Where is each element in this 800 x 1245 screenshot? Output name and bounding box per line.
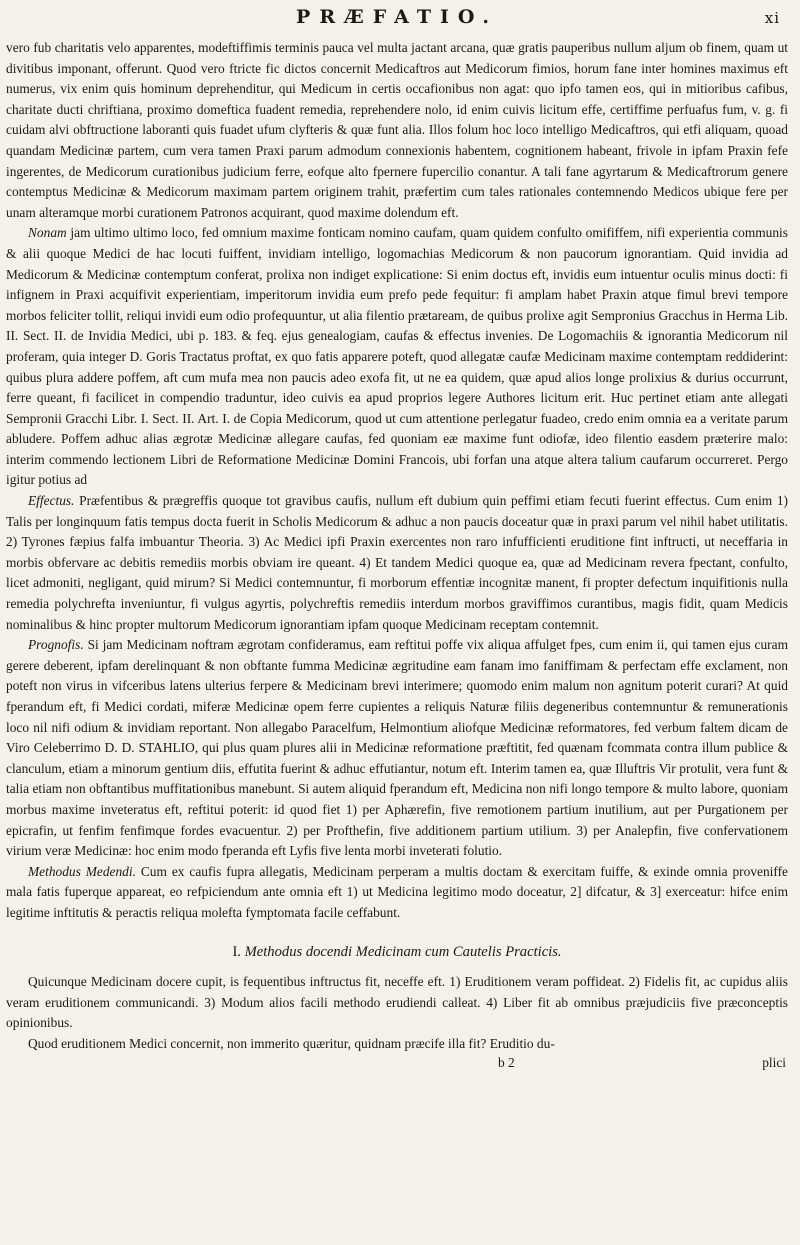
paragraph-lead: Prognofis. — [28, 637, 84, 653]
paragraph-text: Si jam Medicinam noftram ægrotam confideramus, eam reftitui poffe vix aliqua affulget fpes, cum enim ii, qui tamen ejus curam gerere deberent, ipfam derelinquant & non obftante fumma Medicinæ ægritudine eam fanam imo faniffimam & perfectam effe exclament, non poteft non virus in vifceribus latens ulterius ferpere & Medicinam brevi interimere; quomodo enim malum non agnitum poterit curari? At quid fperandum eft, fi Medici cordati, miferæ Medicinæ opem ferre cupientes a reliquis Naturæ filiis degeneribus contemnuntur & remunerationis loco nil nifi odium & invidiam reportant. Non allegabo Paracelfum, Helmontium aliofque Medicinæ reformatores, fed verbum faltem dicam de Viro Celeberrimo D. D. STAHLIO, qui plus quam plures alii in Medicinæ reformatione præftitit, fed quænam fcommata contra illum publice & clanculum, etiam a minorum gentium diis, effutita fuerint & adhuc effutiantur, notum eft. Interim tamen ea, quæ Illuftris Vir protulit, vera funt & talia etiam non obftantibus muffitationibus manebunt. Si autem aliquid fperandum eft, Medicina non nifi longo tempore & multo labore, quoniam morbus maxime inveteratus eft, reftitui poterit: id quod fiet 1) per Aphærefin, five remotionem partium inutilium, aut per Purgationem per epicrafin, ut fenfim fenfimque fordes evacuentur. 2) per Profthefin, five additionem partium utilium. 3) per Analepfin, five confervationem virium veræ Medicinæ: hoc enim modo fperanda eft Lyfis five lenta morbi inveterati folutio. — [6, 637, 788, 859]
section-heading — [6, 942, 788, 963]
paragraph-quicunque — [6, 972, 788, 1034]
running-title: PRÆFATIO. — [296, 6, 498, 28]
paragraph-lead: Nonam — [28, 225, 67, 241]
paragraph-text: Cum ex caufis fupra allegatis, Medicinam perperam a multis doctam & exercitam fuiffe, & exinde omnia proveniffe mala fatis fuperque appareat, eo refpiciendum ante omnia eft 1) ut Medicina legitimo modo doceatur, 2] difcatur, & 3] exerceatur: hifce enim legitime inftitutis & peractis reliqua molefta fymptomata facile ceffabunt. — [6, 863, 788, 920]
page-footer — [6, 1055, 788, 1077]
catchword: plici — [762, 1054, 786, 1070]
section-title: Methodus docendi Medicinam cum Cautelis Practicis. — [244, 943, 562, 960]
body-text — [6, 38, 788, 1055]
section-number: I. — [232, 943, 241, 960]
paragraph-opening — [6, 38, 788, 223]
page-header — [6, 4, 788, 38]
paragraph-text: Præfentibus & prægreffis quoque tot gravibus caufis, nullum eft dubium quin peffimi etiam fecuti fuerint effectus. Cum enim 1) Talis per longinquum fatis tempus docta fuerit in Scholis Medicorum & adhuc a non paucis doceatur quæ in praxi parum vel nihil habet utilitatis. 2) Tyrones fæpius falfa imbuantur Theoria. 3) Ac Medici ipfi Praxin exercentes non raro infufficienti eruditione fint inftructi, ut neceffaria in morbis obfervare ac debitis remediis morbis obviam ire queant. 4) Et tandem Medici quoque ea, quæ ad Medicinam revera fpectant, confulto, licet admoniti, negligant, quid mirum? Si Medici contemnuntur, fi morborum effentiæ incognitæ manent, fi propter defectum inquifitionis nulla remedia polychrefta inveniuntur, fi vulgus agyrtis, polychreftis remediis interdum morbos graviffimos curantibus, magis fidit, quam Medicis nominalibus & hinc propter multorum Medicorum ignorantiam ipfam quoque Medicinam receptam contemnit. — [6, 493, 788, 632]
paragraph-effectus — [6, 491, 788, 635]
paragraph-text: Quicunque Medicinam docere cupit, is fequentibus inftructus fit, neceffe eft. 1) Eruditionem veram poffideat. 2) Fidelis fit, ac cupidus aliis veram eruditionem communicandi. 3) Modum alios facili methodo erudiendi calleat. 4) Liber fit ab omnibus præjudiciis five præconceptis opinionibus. — [6, 974, 788, 1031]
signature-mark: b 2 — [498, 1054, 515, 1070]
paragraph-lead: Methodus Medendi. — [28, 863, 136, 879]
paragraph-nonam — [6, 223, 788, 491]
book-page — [6, 4, 788, 1240]
paragraph-eruditio — [6, 1034, 788, 1055]
paragraph-text: jam ultimo ultimo loco, fed omnium maxime fonticam nomino caufam, quam quidem confulto omififfem, nifi experientia communis & alii quoque Medici de hac locuti fuiffent, invidiam intelligo, logomachias Medicorum & non paucorum ignorantiam. Quid invidia ad Medicorum & Medicinæ contemptum conferat, prolixa non indiget explicatione: Si enim doctus eft, invidis eum intuentur oculis minus docti: fi infignem in Praxi acquifivit experientiam, imperitorum invidia eum prefo pede fequitur: fi amplam habet Praxin atque fimul brevi tempore morbos feliciter tollit, reliqui invidi eum odio profequuntur, ut alia filentio prætaream, de quibus prolixe agit Sempronius Gracchus in Herma Lib. II. Sect. II. de Invidia Medici, ubi p. 183. & feq. ejus genealogiam, caufas & effectus invenies. De Logomachiis & ignorantia Medicorum nil proferam, quia integer D. Goris Tractatus proftat, ex quo fatis apparere poteft, quod allegatæ caufæ Medicinam maxime contemptam reddiderint: quibus plura addere poffem, aft cum mufa mea non paucis adeo exofa fit, ut ne ea quidem, quæ apud alios longe prolixius & durius occurrunt, ferre queant, fi facilicet in compendio traduntur, ideo cuivis ea apud proprios legere Authores licitum erit. Huc pertinet etiam ante allegati Sempronii Gracchi Libr. I. Sect. II. Art. I. de Copia Medicorum, quod ut cum attentione perlegatur fuadeo, credo enim omnia ea a veritate parum abludere. Poffem adhuc alias ægrotæ Medicinæ allegare caufas, fed quoniam eæ maxime funt odiofæ, ideo filentio easdem præterire malo: interim commendo lectionem Libri de Reformatione Medicinæ Domini Francois, ubi forfan una atque altera talium caufarum occurreret. Pergo igitur potius ad — [6, 225, 788, 488]
paragraph-text: Quod eruditionem Medici concernit, non immerito quæritur, quidnam præcife illa fit? Eruditio du- — [28, 1035, 555, 1051]
page-number: xi — [764, 9, 780, 27]
paragraph-text: vero fub charitatis velo apparentes, modeftiffimis terminis pauca vel multa jactant arcana, quæ gratis pauperibus nullum aljum ob finem, quam ut divitibus imponant, offerunt. Quod vero ftricte fic dictos concernit Medicaftros aut Medicorum fimios, horum fane inter homines maximus eft numerus, vix enim quis hominum deprehenditur, qui Medicum in certis occafionibus non agat: quo ipfo tamen eos, qui in mitioribus cafibus, charitate ducti chriftiana, proximo domeftica fuadent remedia, reprehendere nolo, id enim cuivis licitum effe, certiffime perfuafus fum, v. g. fi cuidam alvi obftructione laboranti quis fuadet ufum clyfteris & quæ funt alia. Illos folum hoc loco intelligo Medicaftros, qui etfi aliquam, quoad quandam Medicinæ partem, cum vera tamen Praxi parum admodum connexionis habentem, cognitionem habeant, frivole in ipfam Praxin fefe ingerentes, de Medicorum curationibus judicium ferre, eofque alto fpernere fupercilio conantur. A tali fane agyrtarum & Medicaftrorum genere contemptus Medicinæ & Medicorum maximam partem originem trahit, præfertim cum tales rationales contemnendo Medicos ubique fere per unam alteramque morbi curationem Patronos acquirant, quod maxime dolendum eft. — [6, 40, 788, 220]
paragraph-methodus-medendi — [6, 862, 788, 924]
paragraph-lead: Effectus. — [28, 493, 75, 509]
paragraph-prognosis — [6, 635, 788, 862]
